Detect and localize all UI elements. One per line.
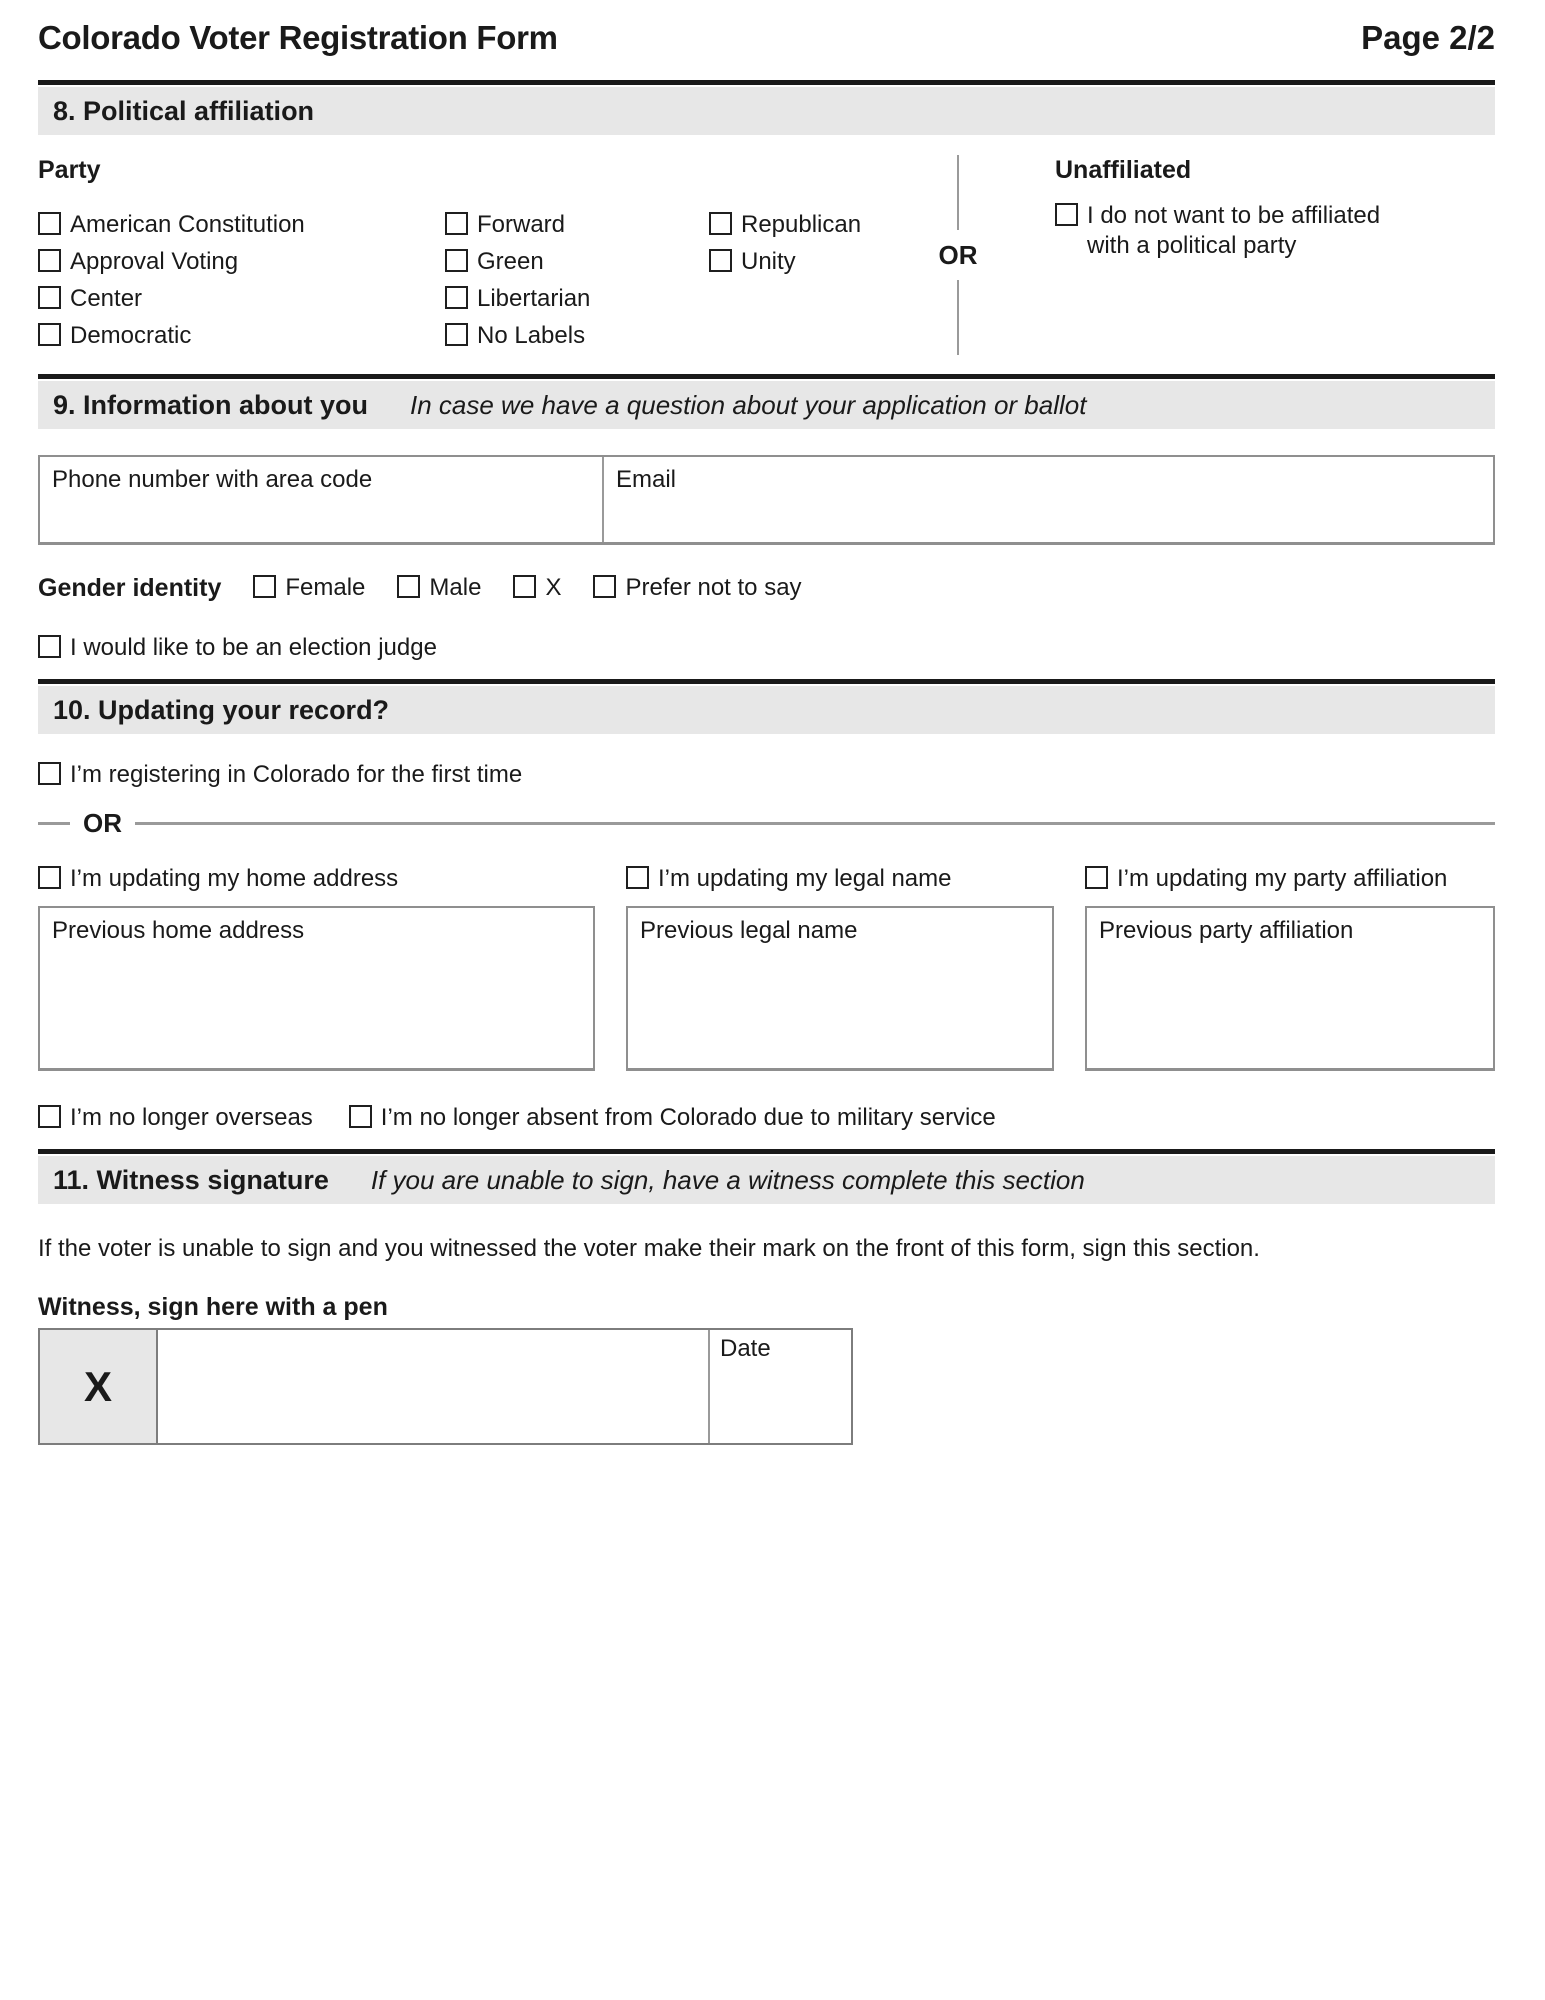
contact-fields — [38, 455, 1495, 545]
email-field[interactable] — [604, 457, 1493, 542]
checkbox-icon[interactable] — [397, 575, 420, 598]
previous-home-address-label: Previous home address — [52, 917, 305, 944]
section-8-heading: 8. Political affiliation — [53, 96, 315, 126]
section-9-subtitle: In case we have a question about your application or ballot — [410, 390, 1087, 420]
option-unaffiliated[interactable]: I do not want to be affiliated with a political party — [1055, 201, 1455, 261]
previous-legal-name-field[interactable] — [626, 906, 1054, 1071]
section-8-rule — [38, 80, 1495, 85]
party-label: Party — [38, 156, 101, 184]
checkbox-icon[interactable] — [709, 212, 732, 235]
gender-identity-label: Gender identity — [38, 574, 222, 602]
signature-x-cell — [40, 1330, 158, 1443]
section-11-subtitle: If you are unable to sign, have a witness complete this section — [370, 1165, 1085, 1195]
party-column-2 — [445, 155, 709, 358]
or-horizontal-divider — [38, 808, 1495, 838]
section-10-header — [38, 686, 1495, 734]
witness-sign-label: Witness, sign here with a pen — [38, 1293, 388, 1321]
checkbox-icon[interactable] — [38, 249, 61, 272]
page-number: Page 2/2 — [1361, 19, 1495, 56]
option-updating-party-affiliation[interactable]: I’m updating my party affiliation — [1085, 864, 1495, 894]
party-column-3 — [709, 155, 923, 358]
option-updating-legal-name[interactable]: I’m updating my legal name — [626, 864, 1054, 894]
email-field-label: Email — [616, 466, 677, 493]
divider-line — [135, 822, 1495, 825]
status-options-row — [38, 1103, 1495, 1133]
checkbox-icon[interactable] — [445, 286, 468, 309]
option-american-constitution[interactable]: American Constitution — [38, 210, 445, 247]
checkbox-icon[interactable] — [253, 575, 276, 598]
or-label: OR — [938, 240, 978, 270]
section-9-header — [38, 381, 1495, 429]
unaffiliated-label: Unaffiliated — [1055, 156, 1192, 184]
checkbox-icon[interactable] — [445, 212, 468, 235]
divider-dash — [38, 822, 70, 825]
section-11-heading: 11. Witness signature — [53, 1165, 329, 1195]
witness-signature-table — [38, 1328, 853, 1445]
checkbox-icon[interactable] — [38, 762, 61, 785]
divider-line-top — [957, 155, 959, 230]
option-male[interactable]: Male — [397, 573, 481, 603]
checkbox-icon[interactable] — [38, 866, 61, 889]
option-female[interactable]: Female — [253, 573, 365, 603]
political-affiliation-body — [38, 155, 1495, 358]
checkbox-icon[interactable] — [593, 575, 616, 598]
checkbox-icon[interactable] — [445, 323, 468, 346]
option-green[interactable]: Green — [445, 247, 709, 284]
previous-info-boxes — [38, 906, 1495, 1071]
witness-signature-field[interactable] — [158, 1330, 708, 1443]
checkbox-icon[interactable] — [709, 249, 732, 272]
unaffiliated-column — [1055, 155, 1455, 358]
checkbox-icon[interactable] — [38, 635, 61, 658]
section-10-heading: 10. Updating your record? — [53, 695, 390, 725]
section-9-heading: 9. Information about you — [53, 390, 368, 420]
option-prefer-not-to-say[interactable]: Prefer not to say — [593, 573, 801, 603]
option-approval-voting[interactable]: Approval Voting — [38, 247, 445, 284]
gender-identity-row — [38, 573, 1495, 603]
option-center[interactable]: Center — [38, 284, 445, 321]
form-header — [38, 14, 1495, 58]
checkbox-icon[interactable] — [349, 1105, 372, 1128]
previous-party-affiliation-label: Previous party affiliation — [1099, 917, 1354, 944]
checkbox-icon[interactable] — [38, 212, 61, 235]
checkbox-icon[interactable] — [445, 249, 468, 272]
option-forward[interactable]: Forward — [445, 210, 709, 247]
or-label: OR — [83, 808, 122, 838]
option-x[interactable]: X — [513, 573, 561, 603]
checkbox-icon[interactable] — [513, 575, 536, 598]
update-options-row — [38, 864, 1495, 894]
party-column-1 — [38, 155, 445, 358]
checkbox-icon[interactable] — [1085, 866, 1108, 889]
option-first-time-registration[interactable]: I’m registering in Colorado for the first time — [38, 760, 1495, 790]
checkbox-icon[interactable] — [38, 286, 61, 309]
option-democratic[interactable]: Democratic — [38, 321, 445, 358]
phone-field-label: Phone number with area code — [52, 466, 373, 493]
option-republican[interactable]: Republican — [709, 210, 923, 247]
option-no-labels[interactable]: No Labels — [445, 321, 709, 358]
witness-instruction: If the voter is unable to sign and you witnessed the voter make their mark on the front of this form, sign this section. — [38, 1235, 1260, 1262]
option-no-longer-absent-military[interactable]: I’m no longer absent from Colorado due to military service — [349, 1103, 996, 1133]
or-vertical-divider — [923, 155, 993, 355]
checkbox-icon[interactable] — [1055, 203, 1078, 226]
checkbox-icon[interactable] — [38, 323, 61, 346]
witness-date-field[interactable] — [708, 1330, 851, 1443]
checkbox-icon[interactable] — [38, 1105, 61, 1128]
previous-party-affiliation-field[interactable] — [1085, 906, 1495, 1071]
phone-field[interactable] — [40, 457, 604, 542]
x-mark: X — [83, 1362, 112, 1410]
previous-legal-name-label: Previous legal name — [640, 917, 858, 944]
divider-line-bottom — [957, 280, 959, 355]
option-election-judge[interactable]: I would like to be an election judge — [38, 633, 1495, 663]
checkbox-icon[interactable] — [626, 866, 649, 889]
date-label: Date — [720, 1335, 771, 1362]
section-11-rule — [38, 1149, 1495, 1154]
option-updating-home-address[interactable]: I’m updating my home address — [38, 864, 595, 894]
form-title: Colorado Voter Registration Form — [38, 19, 558, 56]
option-no-longer-overseas[interactable]: I’m no longer overseas — [38, 1103, 313, 1133]
option-unity[interactable]: Unity — [709, 247, 923, 284]
option-libertarian[interactable]: Libertarian — [445, 284, 709, 321]
section-11-header — [38, 1156, 1495, 1204]
section-9-rule — [38, 374, 1495, 379]
previous-home-address-field[interactable] — [38, 906, 595, 1071]
section-10-rule — [38, 679, 1495, 684]
section-8-header — [38, 87, 1495, 135]
